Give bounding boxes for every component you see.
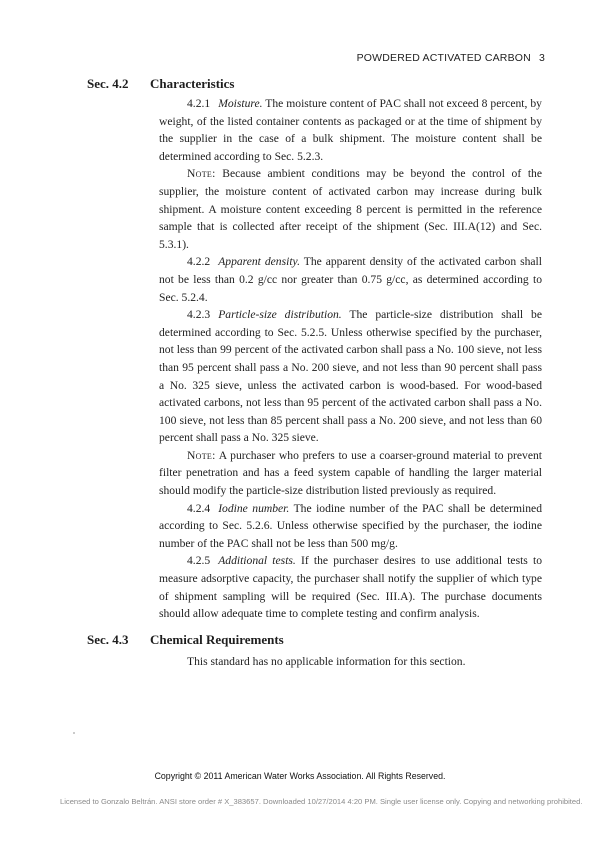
section-4-3-text: This standard has no applicable information for this section. — [187, 655, 466, 668]
note-label: Note: — [187, 448, 216, 462]
subsection-number: 4.2.3 — [187, 308, 211, 322]
subsection-text: The moisture content of PAC shall not exceed 8 percent, by weight, of the listed container contents as packaged or at the time of shipment by the supplier in the case of a bulk shipment. The moisture content shall be determined according to Sec. 5.2.3. — [159, 97, 542, 163]
note-text: A purchaser who prefers to use a coarser-ground material to prevent filter penetration and has a feed system capable of handling the larger material should modify the particle-size distribution listed previously as required. — [159, 448, 542, 498]
scan-speck — [73, 732, 75, 734]
note-label: Note: — [187, 167, 216, 181]
subsection-number: 4.2.5 — [187, 554, 211, 568]
subsection-title: Iodine number. — [218, 501, 290, 515]
subsection-title: Moisture. — [218, 97, 263, 110]
subsection-text: The iodine number of the PAC shall be determined according to Sec. 5.2.6. Unless otherwise specified by the purchaser, the iodine number of the PAC shall not be less than 500 mg/g. — [159, 501, 542, 550]
section-title: Characteristics — [150, 76, 235, 91]
section-number: Sec. 4.3 — [87, 632, 129, 647]
subsection-4-2-4 — [159, 500, 542, 553]
section-number: Sec. 4.2 — [87, 76, 129, 91]
note-particle-size — [159, 447, 542, 500]
license-line: Licensed to Gonzalo Beltrán. ANSI store order # X_383657. Downloaded 10/27/2014 4:20 PM. Single user license only. Copying and networking prohibited. — [60, 797, 583, 806]
note-text: Because ambient conditions may be beyond the control of the supplier, the moisture content of activated carbon may increase during bulk shipment. A moisture content exceeding 8 percent is permitted in the reference sample that is collected after receipt of the shipment (Sec. III.A(12) and Sec. 5.3.1). — [159, 167, 542, 251]
subsection-title: Particle-size distribution. — [218, 308, 342, 322]
page-number: 3 — [538, 52, 545, 64]
subsection-text: If the purchaser desires to use additional tests to measure adsorptive capacity, the purchaser shall notify the supplier of which type of shipment sampling will be required (Sec. III.A). The purchase documents should allow adequate time to complete testing and confirm analysis. — [159, 554, 543, 621]
running-header — [357, 52, 545, 64]
section-4-2-body — [159, 95, 542, 623]
note-moisture — [159, 165, 542, 253]
subsection-text: The apparent density of the activated carbon shall not be less than 0.2 g/cc nor greater than 0.75 g/cc, as determined according to Sec. 5.2.4. — [159, 255, 542, 304]
subsection-4-2-3 — [159, 306, 542, 447]
running-title: POWDERED ACTIVATED CARBON — [356, 52, 531, 64]
subsection-number: 4.2.1 — [187, 97, 211, 110]
subsection-title: Apparent density. — [218, 255, 300, 269]
subsection-number: 4.2.2 — [187, 255, 211, 269]
subsection-text: The particle-size distribution shall be determined according to Sec. 5.2.5. Unless otherwise specified by the purchaser, not less than 99 percent of the activated carbon shall pass a No. 100 sieve, not less than 95 percent shall pass a No. 200 sieve, and not less than 90 percent shall pass a No. 325 sieve, unless the activated carbon is wood-based. For wood-based activated carbons, not less than 95 percent of the activated carbon shall pass a No. 100 sieve, not less than 85 percent shall pass a No. 200 sieve, and not less than 60 percent shall pass a No. 325 sieve. — [159, 308, 542, 445]
subsection-4-2-1 — [159, 95, 542, 165]
subsection-4-2-2 — [159, 253, 542, 306]
copyright-footer: Copyright © 2011 American Water Works Association. All Rights Reserved. — [154, 771, 446, 781]
subsection-title: Additional tests. — [218, 554, 296, 568]
section-title: Chemical Requirements — [150, 632, 284, 647]
subsection-4-2-5 — [159, 552, 542, 622]
subsection-number: 4.2.4 — [187, 501, 211, 515]
